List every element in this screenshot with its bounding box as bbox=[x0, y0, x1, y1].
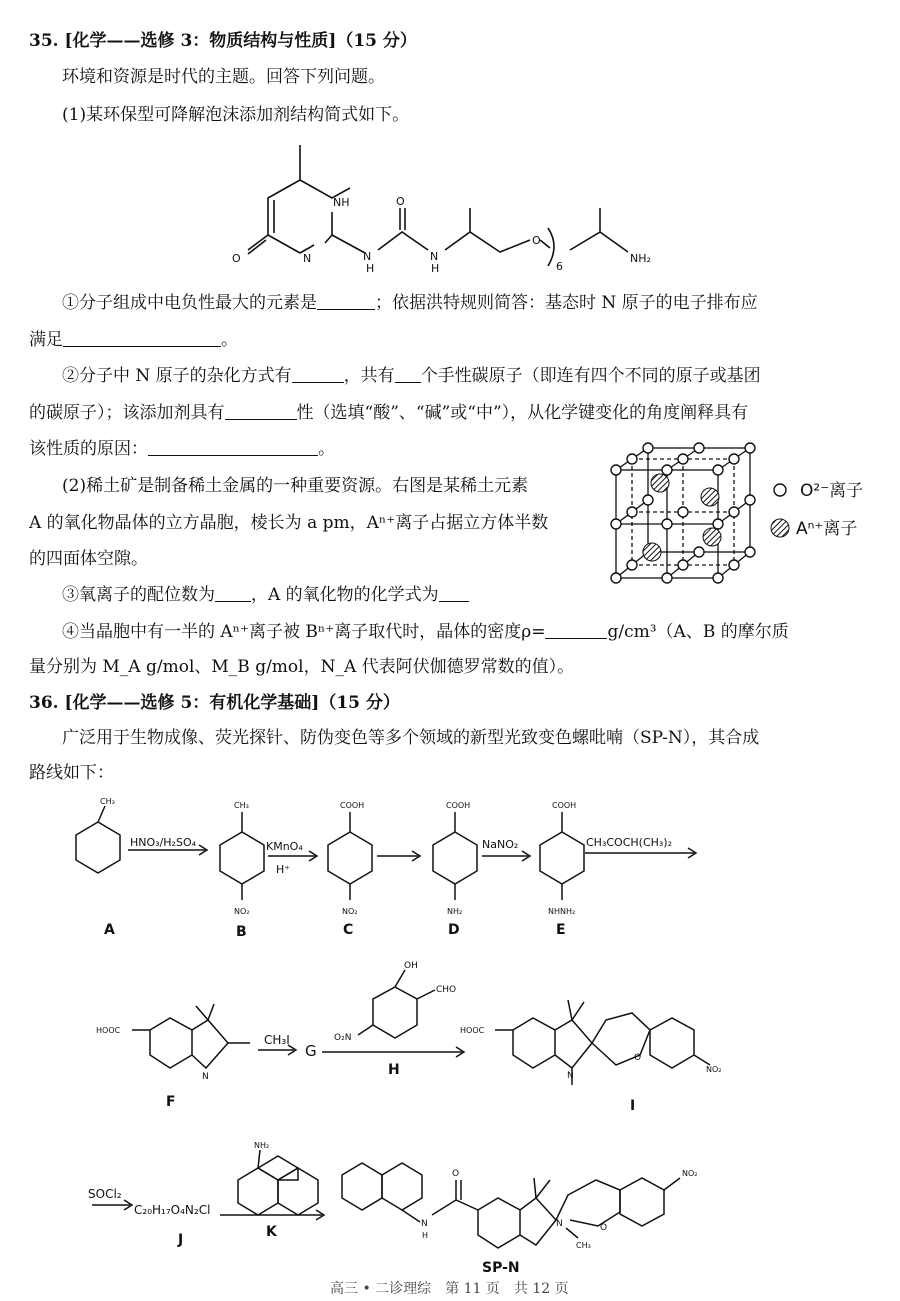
compound-e: E bbox=[556, 922, 566, 938]
q35-intro: 环境和资源是时代的主题。回答下列问题。 bbox=[62, 67, 385, 87]
q35-sub1-text-b: ；依据洪特规则简答：基态时 N 原子的电子排布应 bbox=[375, 293, 758, 313]
q35-sub2-text-c: 个手性碳原子（即连有四个不同的原子或基团 bbox=[420, 366, 761, 386]
label-n: N bbox=[430, 250, 439, 263]
compound-spn: SP-N bbox=[482, 1260, 520, 1276]
label-no2: NO₂ bbox=[706, 1065, 722, 1074]
q35-sub2-text-a: ②分子中 N 原子的杂化方式有 bbox=[62, 366, 292, 386]
compound-i: I bbox=[630, 1098, 636, 1114]
period: 。 bbox=[318, 439, 335, 459]
q35-sub4-text-a: ④当晶胞中有一半的 Aⁿ⁺离子被 Bⁿ⁺离子取代时，晶体的密度ρ= bbox=[62, 622, 546, 642]
legend-oxide-label: O²⁻离子 bbox=[800, 481, 864, 501]
label-cooh: COOH bbox=[552, 801, 577, 810]
q35-sub3-text-b: ，A 的氧化物的化学式为 bbox=[251, 585, 439, 605]
compound-j: J bbox=[178, 1232, 184, 1248]
reagent-nano2: NaNO₂ bbox=[482, 838, 519, 851]
a-ions bbox=[643, 474, 789, 561]
label-o: O bbox=[232, 252, 241, 265]
label-o: O bbox=[634, 1053, 642, 1063]
q35-sub4-line2: 量分别为 M_A g/mol、M_B g/mol，N_A 代表阿伏伽德罗常数的值）。 bbox=[29, 657, 575, 677]
label-n: N bbox=[363, 250, 372, 263]
oxide-ions bbox=[611, 443, 786, 583]
q35-part2-line3: 的四面体空隙。 bbox=[29, 549, 148, 569]
legend-a-marker bbox=[771, 519, 789, 537]
label-o: O bbox=[532, 234, 541, 247]
reagent-kmno4: KMnO₄ bbox=[266, 840, 303, 853]
label-hooc: HOOC bbox=[96, 1026, 121, 1035]
reagent-ketone: CH₃COCH(CH₃)₂ bbox=[586, 836, 673, 849]
label-ch3: CH₃ bbox=[100, 797, 115, 806]
label-nh2: NH₂ bbox=[254, 1141, 270, 1150]
additive-structure bbox=[248, 145, 628, 266]
q36-intro-line1: 广泛用于生物成像、荧光探针、防伪变色等多个领域的新型光致变色螺吡喃（SP-N），其合成 bbox=[62, 728, 760, 748]
q35-sub4-text-b: g/cm³（A、B 的摩尔质 bbox=[607, 622, 789, 642]
q36-header: 36. [化学——选修 5：有机化学基础]（15 分） bbox=[29, 693, 400, 713]
compound-g: G bbox=[305, 1042, 317, 1060]
label-o: O bbox=[452, 1169, 460, 1179]
label-cooh: COOH bbox=[446, 801, 471, 810]
reagent-nitration: HNO₃/H₂SO₄ bbox=[130, 836, 197, 849]
q35-header: 35. [化学——选修 3：物质结构与性质]（15 分） bbox=[29, 31, 417, 51]
label-n: N bbox=[303, 252, 312, 265]
label-no2: NO₂ bbox=[234, 907, 250, 916]
q35-sub1-text-c: 满足 bbox=[29, 330, 63, 350]
q35-sub3-text-a: ③氧离子的配位数为 bbox=[62, 585, 215, 605]
q35-sub2-text-d: 的碳原子）；该添加剂具有 bbox=[29, 403, 225, 423]
label-oh: OH bbox=[404, 961, 418, 971]
label-ch3: CH₃ bbox=[234, 801, 249, 810]
compound-d: D bbox=[448, 922, 460, 938]
synthesis-scheme bbox=[76, 806, 710, 1248]
compound-a: A bbox=[104, 922, 115, 938]
formula-j: C₂₀H₁₇O₄N₂Cl bbox=[134, 1203, 211, 1217]
reagent-h-plus: H⁺ bbox=[276, 863, 291, 876]
label-n: N bbox=[556, 1219, 563, 1229]
legend-oxide-marker bbox=[774, 484, 786, 496]
page-footer: 高三 • 二诊理综 第 11 页 共 12 页 bbox=[330, 1281, 569, 1297]
compound-k: K bbox=[266, 1224, 277, 1240]
label-cho: CHO bbox=[436, 985, 457, 995]
label-nh2: NH₂ bbox=[447, 907, 463, 916]
legend-a-label: Aⁿ⁺离子 bbox=[796, 519, 858, 539]
q35-sub2-text-b: ，共有 bbox=[343, 366, 395, 386]
label-o: O bbox=[600, 1223, 608, 1233]
label-o: O bbox=[396, 195, 405, 208]
q36-intro-line2: 路线如下： bbox=[29, 763, 114, 783]
period: 。 bbox=[221, 330, 238, 350]
q35-part2-line1: (2)稀土矿是制备稀土金属的一种重要资源。右图是某稀土元素 bbox=[62, 476, 529, 496]
label-n: N bbox=[202, 1072, 209, 1082]
label-o2n: O₂N bbox=[334, 1033, 352, 1043]
reagent-ch3i: CH₃I bbox=[264, 1033, 290, 1047]
compound-h: H bbox=[388, 1062, 400, 1078]
label-nh2: NH₂ bbox=[630, 252, 651, 265]
compound-c: C bbox=[343, 922, 354, 938]
label-ch3: CH₃ bbox=[576, 1241, 591, 1250]
q35-part2-line2: A 的氧化物晶体的立方晶胞，棱长为 a pm，Aⁿ⁺离子占据立方体半数 bbox=[29, 513, 549, 533]
label-nhnh2: NHNH₂ bbox=[548, 907, 576, 916]
label-subscript-6: 6 bbox=[556, 260, 563, 273]
label-no2: NO₂ bbox=[342, 907, 358, 916]
label-nh: NH bbox=[333, 196, 350, 209]
label-no2: NO₂ bbox=[682, 1169, 698, 1178]
label-hooc: HOOC bbox=[460, 1026, 485, 1035]
reagent-socl2: SOCl₂ bbox=[88, 1187, 122, 1201]
q35-sub2-text-e: 性（选填“酸”、“碱”或“中”），从化学键变化的角度阐释具有 bbox=[296, 403, 749, 423]
q35-sub1-text-a: ①分子组成中电负性最大的元素是 bbox=[62, 293, 317, 313]
compound-f: F bbox=[166, 1094, 176, 1110]
label-cooh: COOH bbox=[340, 801, 365, 810]
label-n: N bbox=[567, 1071, 574, 1081]
label-h: H bbox=[366, 262, 375, 275]
label-h: H bbox=[431, 262, 440, 275]
q35-sub2-text-f: 该性质的原因： bbox=[29, 439, 148, 459]
q35-part1: (1)某环保型可降解泡沫添加剂结构简式如下。 bbox=[62, 105, 410, 125]
label-n: N bbox=[421, 1219, 428, 1229]
compound-b: B bbox=[236, 924, 247, 940]
label-h: H bbox=[422, 1231, 429, 1240]
